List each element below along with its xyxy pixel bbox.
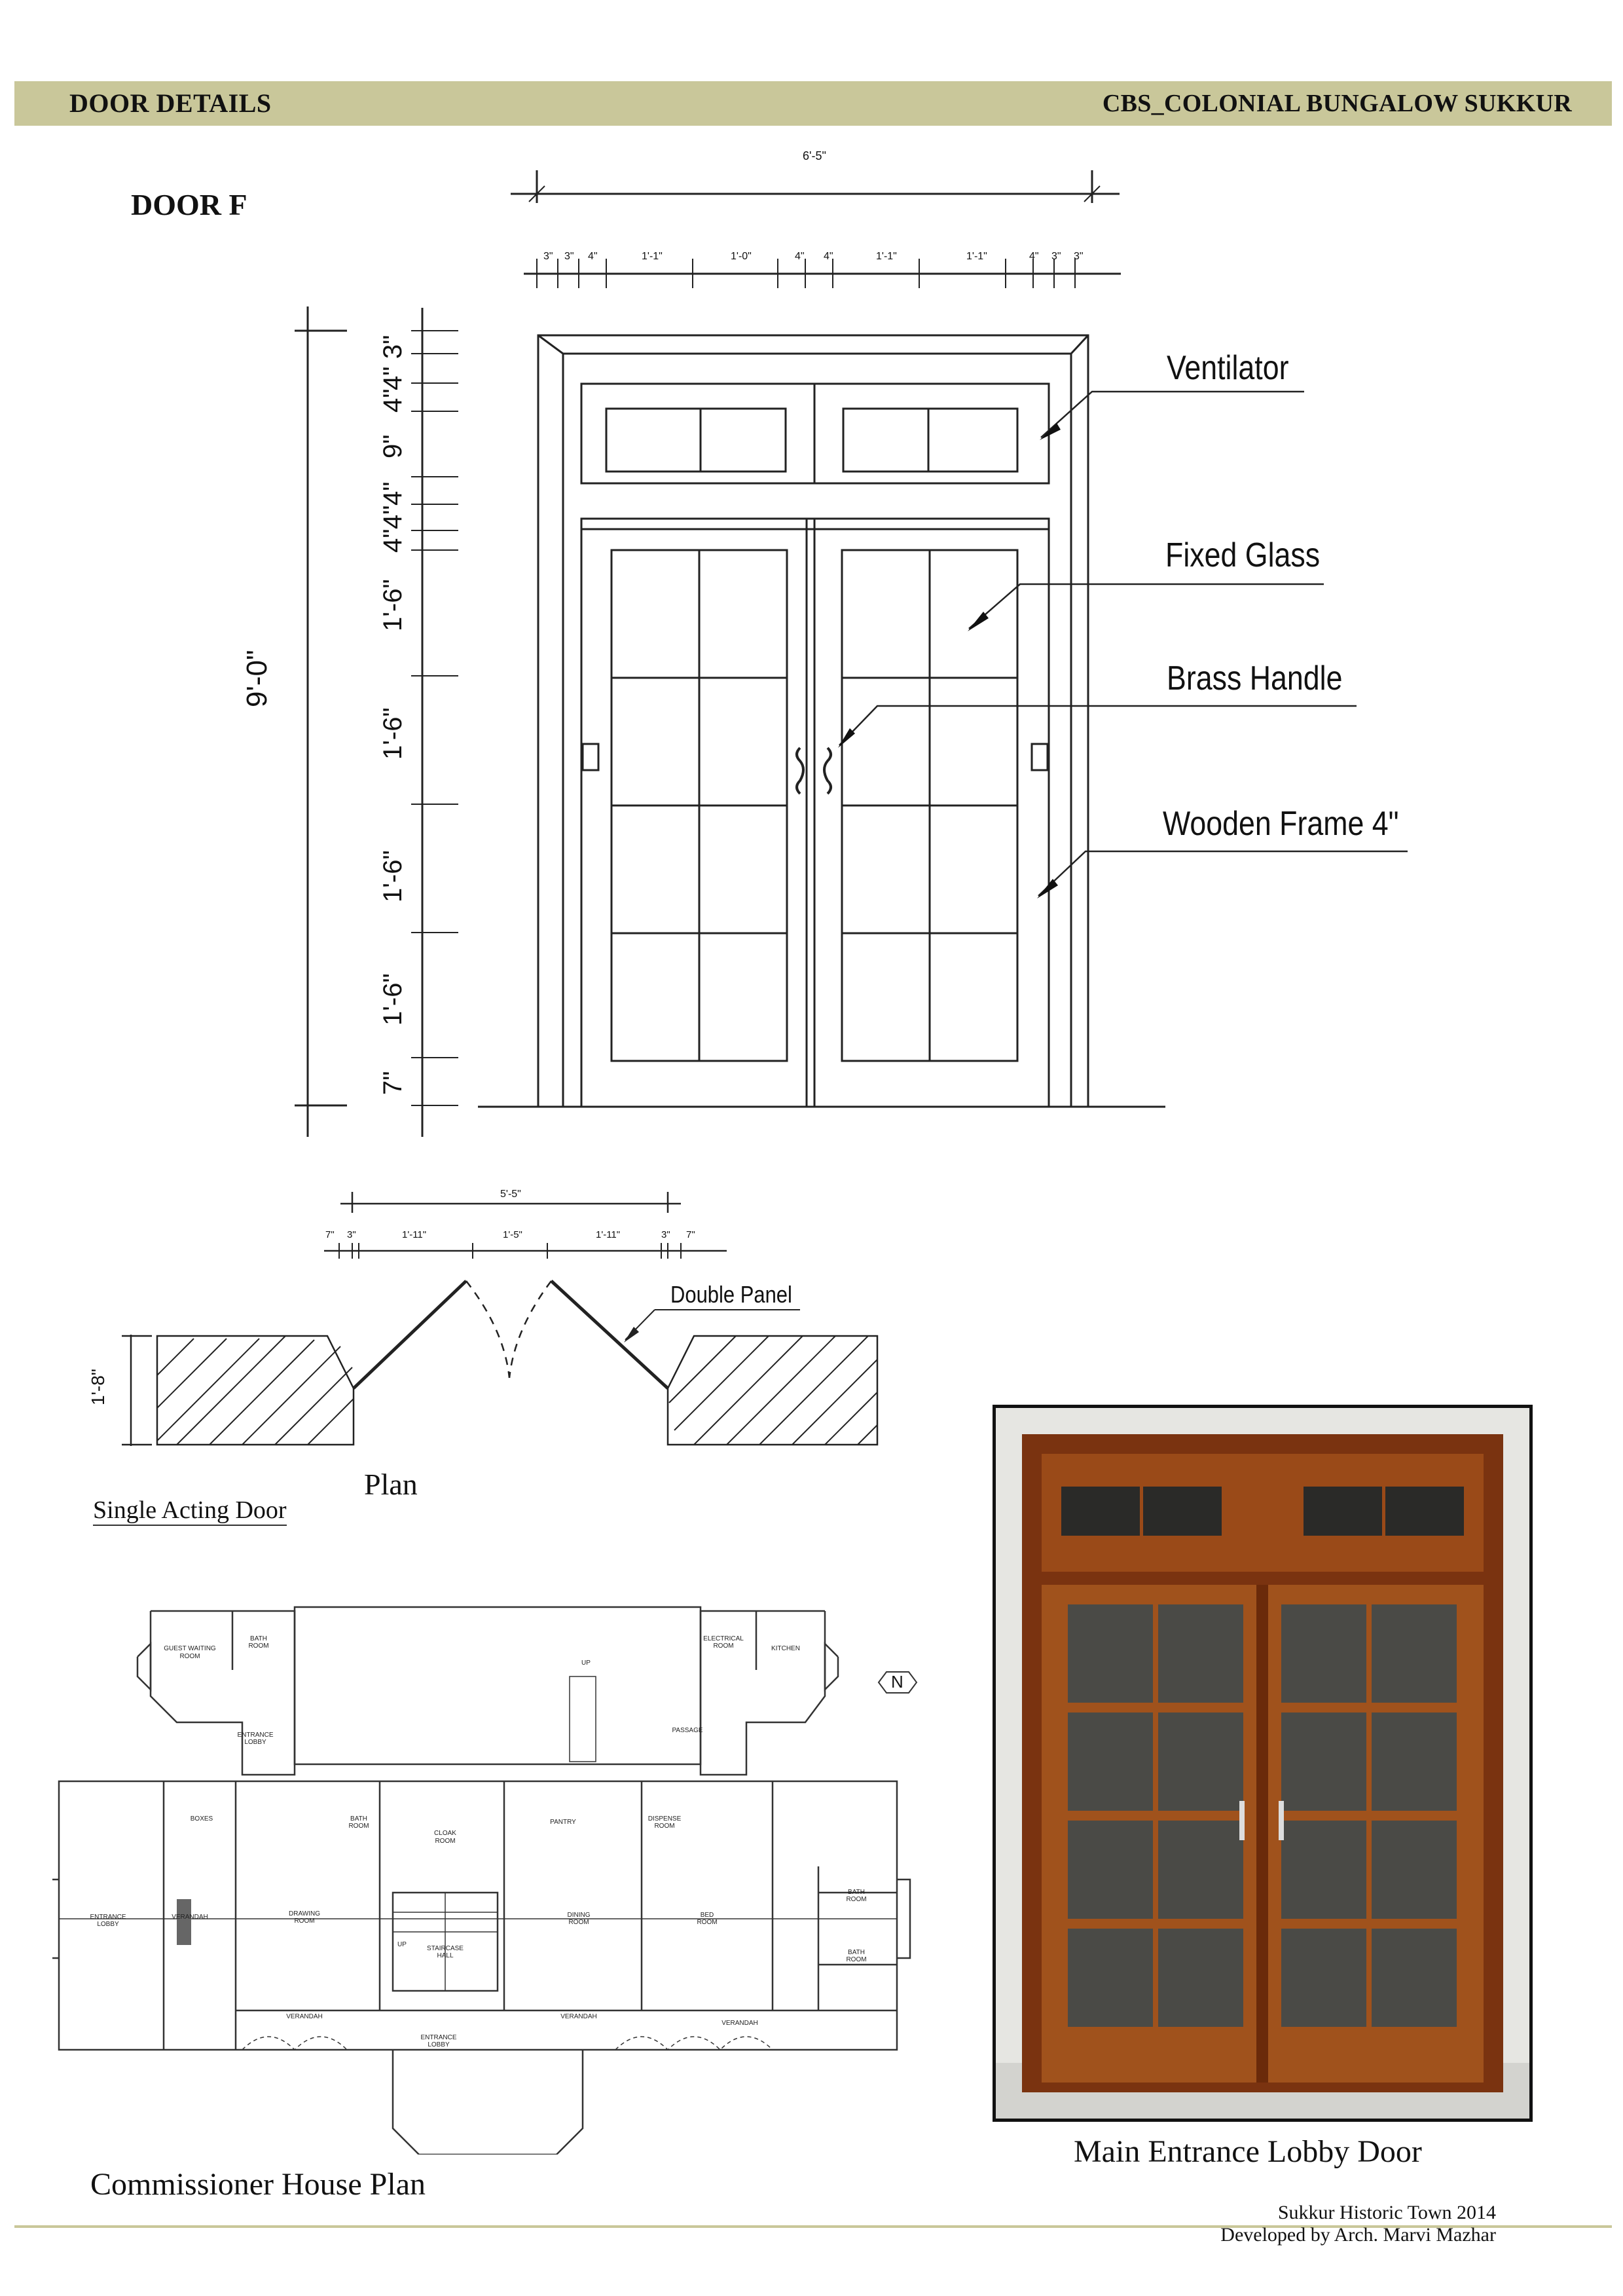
height-dim: 9" [378,434,407,458]
sheet-title: DOOR DETAILS [69,88,272,118]
callout-ventilator: Ventilator [1167,349,1289,387]
callout-fixed-glass: Fixed Glass [1165,536,1321,574]
svg-text:LOBBY: LOBBY [244,1739,266,1746]
door-overall-height: 9'-0" [241,650,273,707]
plan-overall-width: 5'-5" [500,1189,521,1200]
svg-text:ENTRANCE: ENTRANCE [90,1914,126,1921]
plan-dim: 7" [325,1229,335,1240]
svg-text:VERANDAH: VERANDAH [560,2013,597,2020]
door-photo-illustration [996,1408,1529,2119]
house-floor-plan [52,1591,930,2155]
svg-text:BATH: BATH [848,1949,865,1956]
width-dim: 3" [564,251,574,262]
height-dim: 4" [378,388,407,413]
height-dim: 1'-6" [378,850,407,902]
height-dim: 1'-6" [378,707,407,760]
callout-wooden-frame: Wooden Frame 4" [1163,805,1399,843]
svg-text:BOXES: BOXES [190,1815,213,1823]
svg-text:HALL: HALL [437,1952,454,1959]
width-dim: 3" [1074,251,1084,262]
height-dim: 3" [378,335,407,359]
plan-dim: 7" [686,1229,695,1240]
svg-text:BED: BED [700,1912,714,1919]
height-dim: 4" [378,366,407,390]
svg-text:ROOM: ROOM [846,1956,867,1963]
svg-text:VERANDAH: VERANDAH [286,2013,323,2020]
north-arrow-icon [876,1670,919,1695]
entrance-door-photo [993,1405,1533,2122]
plan-caption: Plan [364,1468,418,1501]
svg-text:ROOM: ROOM [179,1653,200,1660]
door-overall-width: 6'-5" [803,149,826,162]
width-dim: 4" [1029,251,1039,262]
height-dim: 4" [378,528,407,553]
svg-text:UP: UP [397,1941,407,1948]
svg-text:ROOM: ROOM [654,1823,675,1830]
svg-text:ENTRANCE: ENTRANCE [237,1731,274,1739]
plan-dim: 1'-11" [402,1229,427,1240]
footer-project: Sukkur Historic Town 2014 [1277,2202,1496,2223]
svg-text:ROOM: ROOM [697,1919,718,1926]
svg-text:ROOM: ROOM [568,1919,589,1926]
width-dim: 1'-1" [876,251,897,262]
height-dim: 1'-6" [378,973,407,1026]
height-dim: 4" [378,505,407,529]
svg-text:PANTRY: PANTRY [550,1819,576,1826]
svg-text:KITCHEN: KITCHEN [771,1645,800,1652]
svg-text:ELECTRICAL: ELECTRICAL [703,1635,744,1642]
height-dim: 4" [378,481,407,506]
svg-text:ROOM: ROOM [846,1896,867,1903]
footer-credit: Developed by Arch. Marvi Mazhar [1220,2224,1496,2246]
width-dim: 1'-1" [642,251,663,262]
photo-caption: Main Entrance Lobby Door [1074,2134,1422,2169]
door-title: DOOR F [131,188,247,221]
svg-text:ROOM: ROOM [435,1838,456,1845]
svg-text:BATH: BATH [350,1815,367,1823]
width-dim: 3" [543,251,553,262]
svg-text:LOBBY: LOBBY [97,1921,119,1928]
svg-text:CLOAK: CLOAK [434,1830,456,1837]
house-plan-caption: Commissioner House Plan [90,2167,426,2202]
svg-text:BATH: BATH [250,1635,267,1642]
svg-text:ROOM: ROOM [248,1642,269,1650]
height-dim: 1'-6" [378,579,407,631]
width-dim: 4" [588,251,598,262]
width-dim: 3" [1051,251,1061,262]
svg-text:LOBBY: LOBBY [428,2041,450,2048]
svg-text:DISPENSE: DISPENSE [647,1815,682,1823]
callout-double-panel: Double Panel [670,1281,792,1308]
svg-text:ROOM: ROOM [713,1642,734,1650]
svg-text:GUEST WAITING: GUEST WAITING [164,1645,216,1652]
plan-dim: 3" [347,1229,356,1240]
width-dim: 4" [824,251,833,262]
svg-text:ROOM: ROOM [294,1917,315,1925]
width-dim: 1'-0" [731,251,752,262]
plan-dim: 1'-5" [503,1229,522,1240]
plan-subtitle: Single Acting Door [93,1496,287,1526]
height-dim: 7" [378,1071,407,1095]
plan-wall-depth: 1'-8" [88,1369,108,1405]
width-dim: 1'-1" [966,251,987,262]
svg-text:UP: UP [581,1659,591,1667]
svg-text:BATH: BATH [848,1889,865,1896]
callout-brass-handle: Brass Handle [1167,659,1343,697]
svg-text:ENTRANCE: ENTRANCE [420,2034,457,2041]
project-title: CBS_COLONIAL BUNGALOW SUKKUR [1102,90,1572,117]
svg-text:VERANDAH: VERANDAH [172,1914,208,1921]
door-plan-drawing [0,1166,917,1493]
svg-text:ROOM: ROOM [348,1823,369,1830]
svg-text:PASSAGE: PASSAGE [672,1727,703,1734]
svg-text:VERANDAH: VERANDAH [721,2020,758,2027]
svg-text:DRAWING: DRAWING [289,1910,320,1917]
north-label: N [891,1672,903,1692]
svg-text:DINING: DINING [567,1912,591,1919]
width-dim: 4" [795,251,805,262]
svg-text:STAIRCASE: STAIRCASE [427,1945,464,1952]
plan-dim: 1'-11" [596,1229,621,1240]
plan-dim: 3" [661,1229,670,1240]
